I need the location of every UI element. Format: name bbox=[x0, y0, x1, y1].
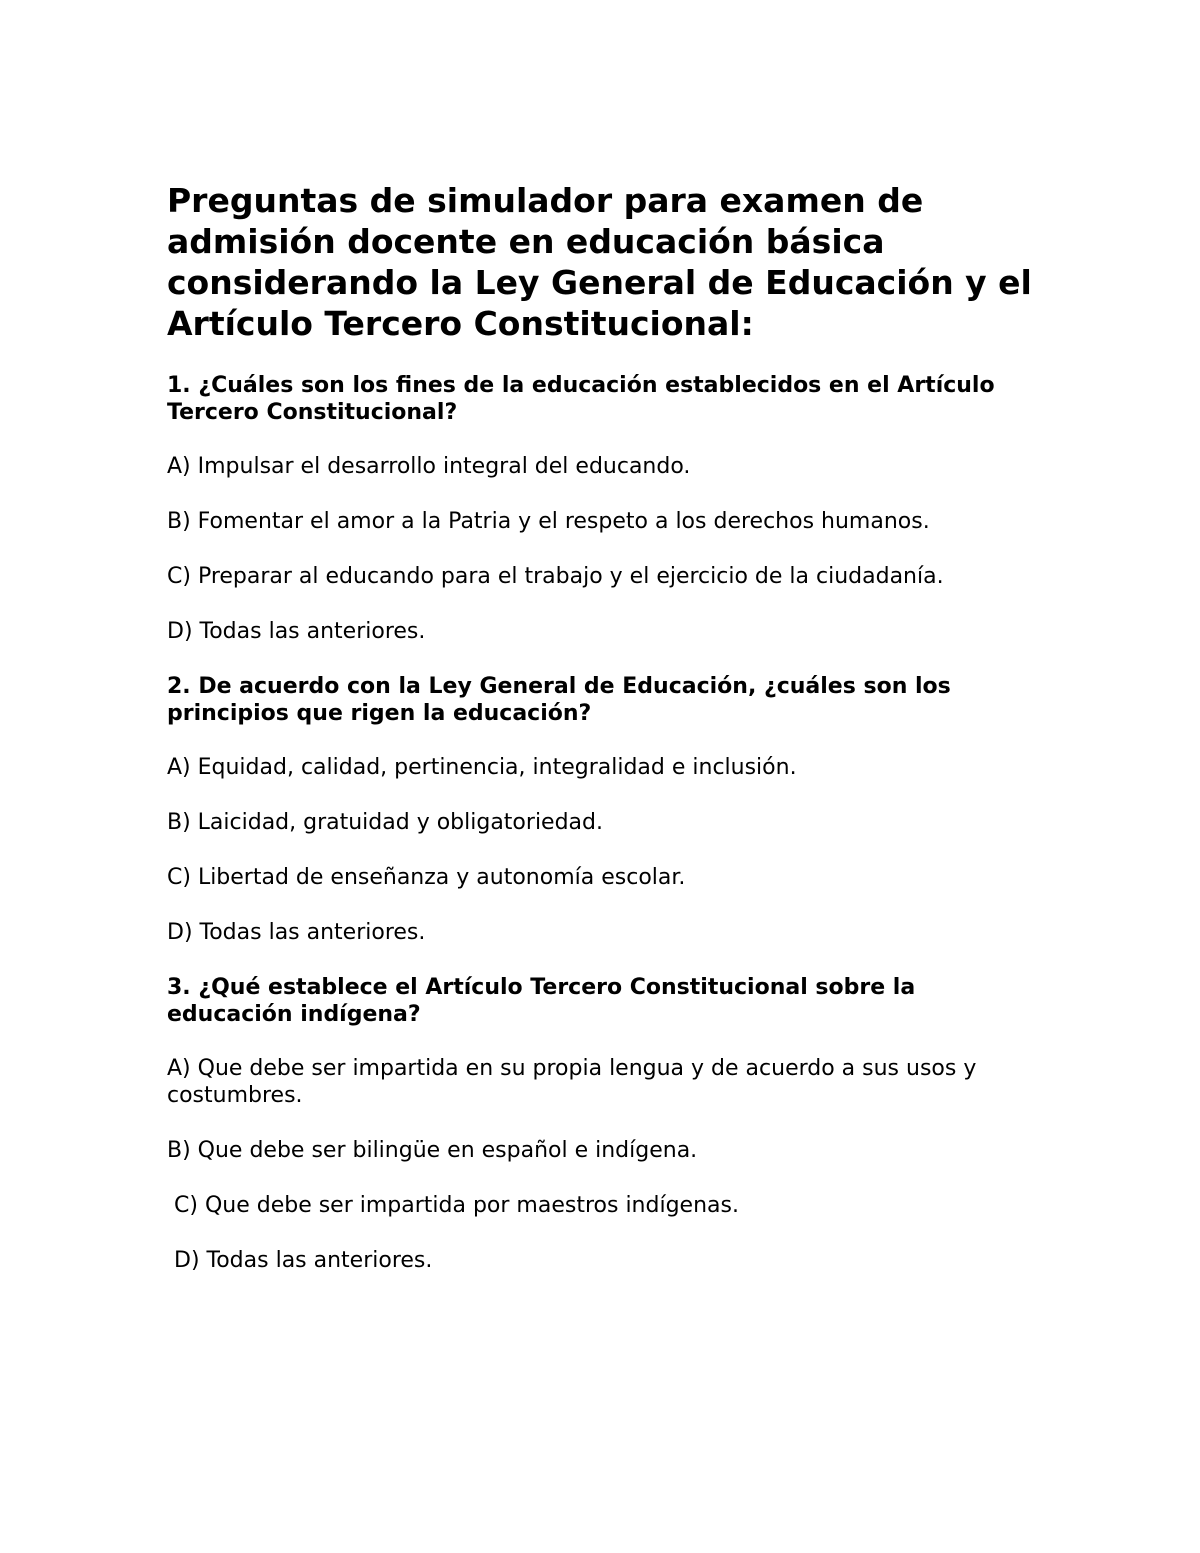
question-text: 1. ¿Cuáles son los fines de la educación establecidos en el Artículo Tercero Constitucional? bbox=[167, 373, 995, 425]
option-b: B) Laicidad, gratuidad y obligatoriedad. bbox=[167, 810, 603, 835]
document-page bbox=[167, 180, 1037, 1302]
option-a: A) Equidad, calidad, pertinencia, integralidad e inclusión. bbox=[167, 755, 797, 780]
option-b: B) Que debe ser bilingüe en español e indígena. bbox=[167, 1138, 698, 1163]
question-1 bbox=[167, 372, 1037, 645]
document-title: Preguntas de simulador para examen de admisión docente en educación básica considerando la Ley General de Educación y el Artículo Tercero Constitucional: bbox=[167, 181, 1032, 343]
question-3 bbox=[167, 974, 1037, 1274]
question-2 bbox=[167, 673, 1037, 946]
option-c: C) Libertad de enseñanza y autonomía escolar. bbox=[167, 865, 686, 890]
option-a: A) Impulsar el desarrollo integral del educando. bbox=[167, 454, 691, 479]
option-d: D) Todas las anteriores. bbox=[167, 619, 426, 644]
option-a: A) Que debe ser impartida en su propia lengua y de acuerdo a sus usos y costumbres. bbox=[167, 1056, 977, 1108]
option-d: D) Todas las anteriores. bbox=[174, 1248, 433, 1273]
option-c: C) Preparar al educando para el trabajo y el ejercicio de la ciudadanía. bbox=[167, 564, 944, 589]
option-b: B) Fomentar el amor a la Patria y el respeto a los derechos humanos. bbox=[167, 509, 930, 534]
question-text: 3. ¿Qué establece el Artículo Tercero Constitucional sobre la educación indígena? bbox=[167, 975, 916, 1027]
question-text: 2. De acuerdo con la Ley General de Educación, ¿cuáles son los principios que rigen la educación? bbox=[167, 674, 951, 726]
option-c: C) Que debe ser impartida por maestros indígenas. bbox=[174, 1193, 739, 1218]
option-d: D) Todas las anteriores. bbox=[167, 920, 426, 945]
